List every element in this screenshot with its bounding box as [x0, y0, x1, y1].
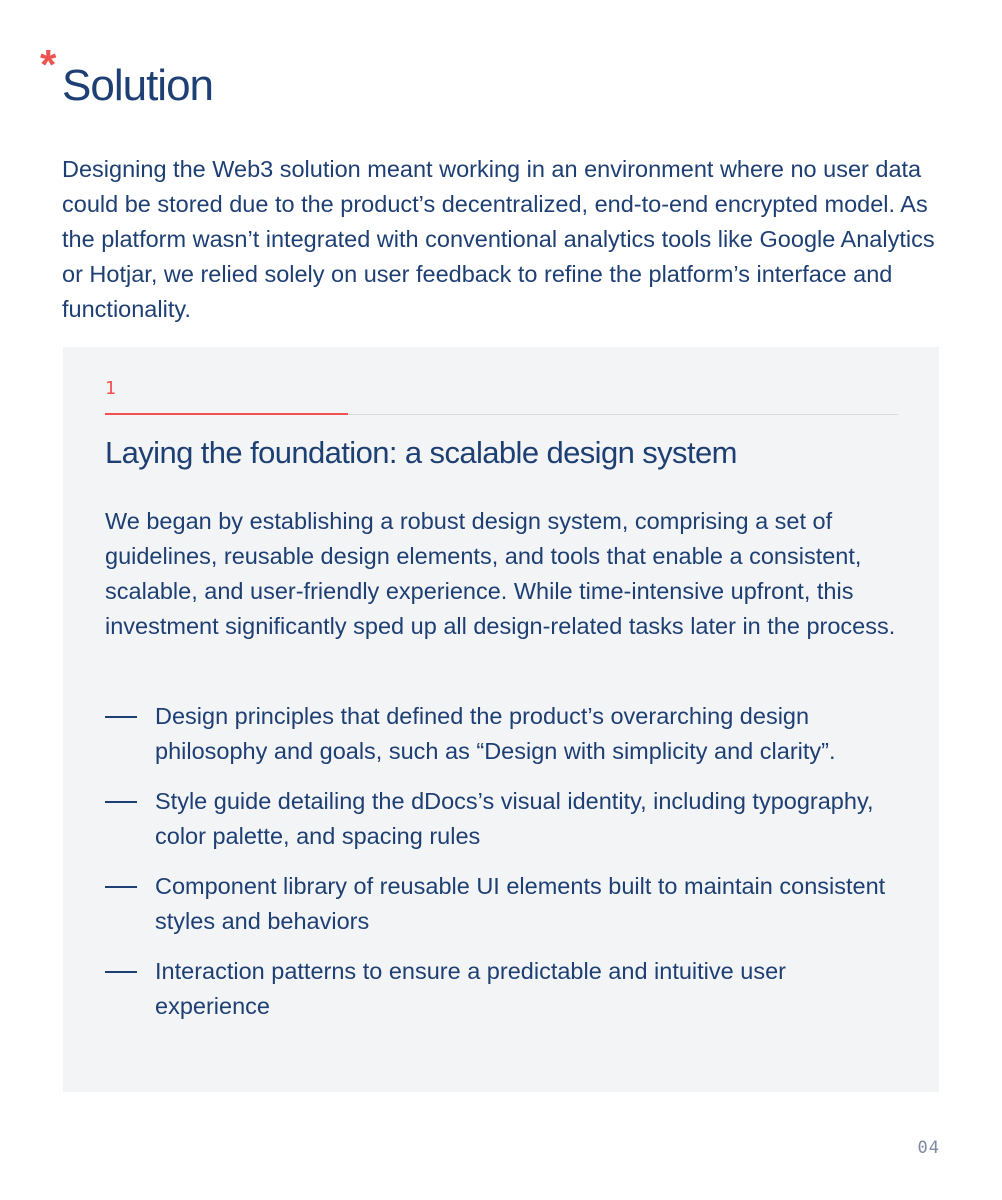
- design-system-card: [63, 347, 939, 1092]
- intro-paragraph: Designing the Web3 solution meant working in an environment where no user data could be stored due to the product’s decentralized, end-to-end encrypted model. As the platform wasn’t integrated with conventional analytics tools like Google Analytics or Hotjar, we relied solely on user feedback to refine the platform’s interface and functionality.: [62, 156, 935, 322]
- list-item-text: Design principles that defined the product’s overarching design philosophy and goals, such as “Design with simplicity and clarity”.: [155, 703, 836, 764]
- dash-icon: [105, 886, 137, 888]
- page-title: Solution: [62, 61, 214, 110]
- bullet-list: [105, 699, 905, 1039]
- progress-indicator: [105, 413, 348, 415]
- step-number: 1: [105, 378, 116, 399]
- list-item-text: Component library of reusable UI elements built to maintain consistent styles and behaviors: [155, 873, 886, 934]
- page-number: 04: [917, 1138, 940, 1158]
- list-item: [105, 869, 905, 939]
- section-body: We began by establishing a robust design system, comprising a set of guidelines, reusable design elements, and tools that enable a consistent, scalable, and user-friendly experience. While time-intensive upfront, this investment significantly sped up all design-related tasks later in the process.: [105, 508, 896, 639]
- dash-icon: [105, 801, 137, 803]
- asterisk-icon: *: [40, 41, 57, 88]
- list-item: [105, 954, 905, 1024]
- list-item: [105, 784, 905, 854]
- progress-divider: [105, 414, 898, 415]
- list-item-text: Interaction patterns to ensure a predictable and intuitive user experience: [155, 958, 786, 1019]
- list-item: [105, 699, 905, 769]
- section-title: Laying the foundation: a scalable design system: [105, 435, 737, 470]
- dash-icon: [105, 716, 137, 718]
- dash-icon: [105, 971, 137, 973]
- list-item-text: Style guide detailing the dDocs’s visual identity, including typography, color palette, and spacing rules: [155, 788, 874, 849]
- page-heading: [40, 41, 214, 114]
